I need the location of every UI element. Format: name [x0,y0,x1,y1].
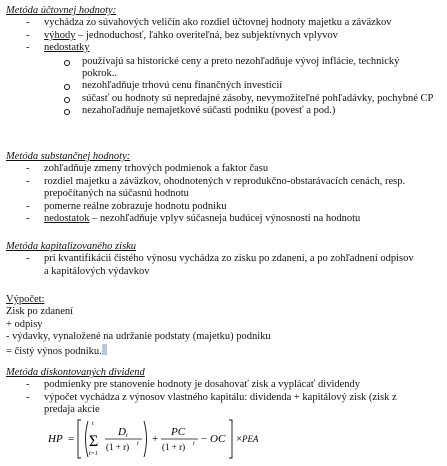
fraction-denominator: (1 + r) [106,442,130,452]
sum-sign: Σ [89,433,99,450]
sub-item [6,93,438,105]
item-text: vychádza zo súvahových veličín ako rozdiel účtovnej hodnoty majetku a záväzkov [44,17,392,29]
item-text: podmienky pre stanovenie hodnoty je dosahovať zisk a vyplácať dividendy [44,379,361,391]
valuation-formula [48,418,258,460]
bullet-list [6,17,438,54]
item-label: výhody [44,29,76,41]
sub-item [6,56,438,81]
section-substance-value [6,151,438,225]
list-item [6,176,438,201]
bullet-list [6,379,438,416]
fraction-numerator-pc: PC [171,426,186,438]
sub-item-text: používajú sa historické ceny a preto nezohľadňuje vývoj inflácie, technický pokrok.. [82,55,400,80]
item-text: výpočet vychádza z výnosov vlastného kapitálu: dividenda + kapitálový zisk (zisk z predaja akcie [44,391,397,416]
item-text: – nezohľadňuje vplyv súčasneja budúcej výnosnosti na hodnotu [89,213,361,225]
item-text: zohľadňuje zmeny trhových podmienok a faktor času [44,163,269,175]
sum-upper-limit: t [92,421,94,427]
item-label: nedostatky [44,42,90,54]
list-item [6,17,438,29]
bracket-left [78,420,81,458]
section-title: Metóda diskontovaných dividend [6,367,145,378]
section-title: Metóda substančnej hodnoty: [6,151,131,162]
paren-left [86,421,89,457]
text-cursor [102,344,107,355]
section-book-value [6,5,438,118]
formula-lhs: HP [48,433,63,445]
sub-list [6,56,438,118]
item-text: – jednoduchosť, ľahko overiteľná, bez subjektívnych vplyvov [75,29,338,41]
list-item [6,163,438,175]
item-text: pri kvantifikácii čistého výnosu vychádza zo zisku po zdanení, a po zohľadnení odpisov a kapitálových výdavkov [44,253,414,277]
sub-item [6,105,438,117]
sub-item-text: súčasť ou hodnoty sú nepredajné zásoby, nevymožiteľné pohľadávky, pochybné CP [82,92,434,104]
item-label: nedostatok [44,213,90,225]
calc-line: - výdavky, vynaložené na udržanie podstaty (majetku) podniku [6,331,271,343]
list-item [6,30,438,42]
formula-equals: = [68,433,75,445]
bullet-list [6,253,438,278]
section-calculation [6,294,438,358]
fraction-numerator: D [118,426,126,438]
list-item [6,253,438,278]
section-title: Metóda účtovnej hodnoty: [6,5,117,16]
formula-pea: PEA [242,434,258,444]
list-item [6,379,438,391]
formula-minus: − [201,433,208,445]
formula-times: × [236,433,243,445]
section-title: Výpočet: [6,294,45,305]
denominator-exponent: t [137,441,139,447]
denominator-exponent: t [193,441,195,447]
list-item [6,42,438,54]
fraction-denominator: (1 + r) [162,442,186,452]
calc-line-text: = čistý výnos podniku. [6,345,102,357]
list-item [6,201,438,213]
sum-lower-limit: t=1 [89,451,98,457]
sub-item-text: nezohľadňuje trhovú cenu finančných investícií [82,80,283,92]
paren-right [144,421,147,457]
section-capitalized-profit [6,241,438,278]
section-title: Metóda kapitalizovaného zisku [6,241,137,252]
formula-oc: OC [210,433,226,445]
item-text: pomerne reálne zobrazuje hodnotu podniku [44,200,227,212]
list-item [6,213,438,225]
bullet-list [6,163,438,225]
calc-line: + odpisy [6,318,43,330]
formula-plus: + [152,433,159,445]
item-text: rozdiel majetku a záväzkov, ohodnotených v reprodukčno-obstarávacích cenách, resp. prepočítaných na súčasnú hodnotu [44,175,406,200]
calc-line [6,344,438,358]
sub-item-text: nezahoľadňuje nemajetkové súčasti podniku (povesť a pod.) [82,105,336,117]
calc-line: Zisk po zdanení [6,306,74,318]
numerator-subscript: t [126,433,128,439]
section-discounted-dividends [6,367,438,417]
bracket-right [229,420,232,458]
list-item [6,392,438,417]
sub-item [6,80,438,92]
